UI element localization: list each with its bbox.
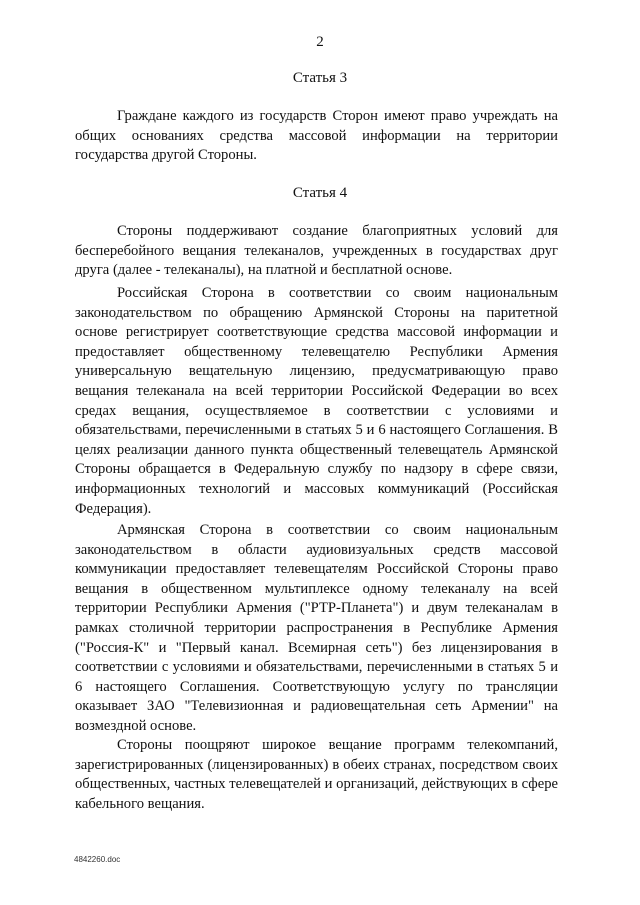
article-4-paragraph-1: Стороны поддерживают создание благоприятных условий для бесперебойного вещания телеканалов, учрежденных в государствах друг друга (далее - телеканалы), на платной и бесплатной основе. [75,223,558,279]
article-4-paragraph-2: Российская Сторона в соответствии со своим национальным законодательством по обращению Армянской Стороны на паритетной основе регистрирует соответствующие средства массовой информации и предоставляет общественному телевещателю Республики Армения универсальную вещательную лицензию, предусматривающую право вещания телеканала на всей территории Российской Федерации во всех средах вещания, осуществляемое в соответствии с условиями и обязательствами, перечисленными в статьях 5 и 6 настоящего Соглашения. В целях реализации данного пункта общественный телевещатель Армянской Стороны обращается в Федеральную службу по надзору в сфере связи, информационных технологий и массовых коммуникаций (Российская Федерация). [75,285,558,517]
page-number: 2 [316,34,324,50]
article-4-paragraph-3: Армянская Сторона в соответствии со своим национальным законодательством в области аудиовизуальных средств массовой коммуникации предоставляет телевещателям Российской Стороны право вещания в общественном мультиплексе одному телеканалу на всей территории Республики Армения ("РТР-Планета") и двум телеканалам в рамках столичной территории распространения в Республике Армения ("Россия-К" и "Первый канал. Всемирная сеть") без лицензирования в соответствии с условиями и обязательствами, перечисленными в статьях 5 и 6 настоящего Соглашения. Соответствующую услугу по трансляции оказывает ЗАО "Телевизионная и радиовещательная сеть Армении" на возмездной основе. [75,522,558,734]
article-3-heading: Статья 3 [292,70,348,86]
article-4-heading: Статья 4 [292,185,348,201]
document-filename: 4842260.doc [74,855,121,864]
article-4-paragraph-4: Стороны поощряют широкое вещание программ телекомпаний, зарегистрированных (лицензированных) в обеих странах, посредством своих общественных, частных телевещателей и организаций, действующих в сфере кабельного вещания. [75,737,558,812]
article-3-paragraph-1: Граждане каждого из государств Сторон имеют право учреждать на общих основаниях средства массовой информации на территории государства другой Стороны. [75,108,558,164]
